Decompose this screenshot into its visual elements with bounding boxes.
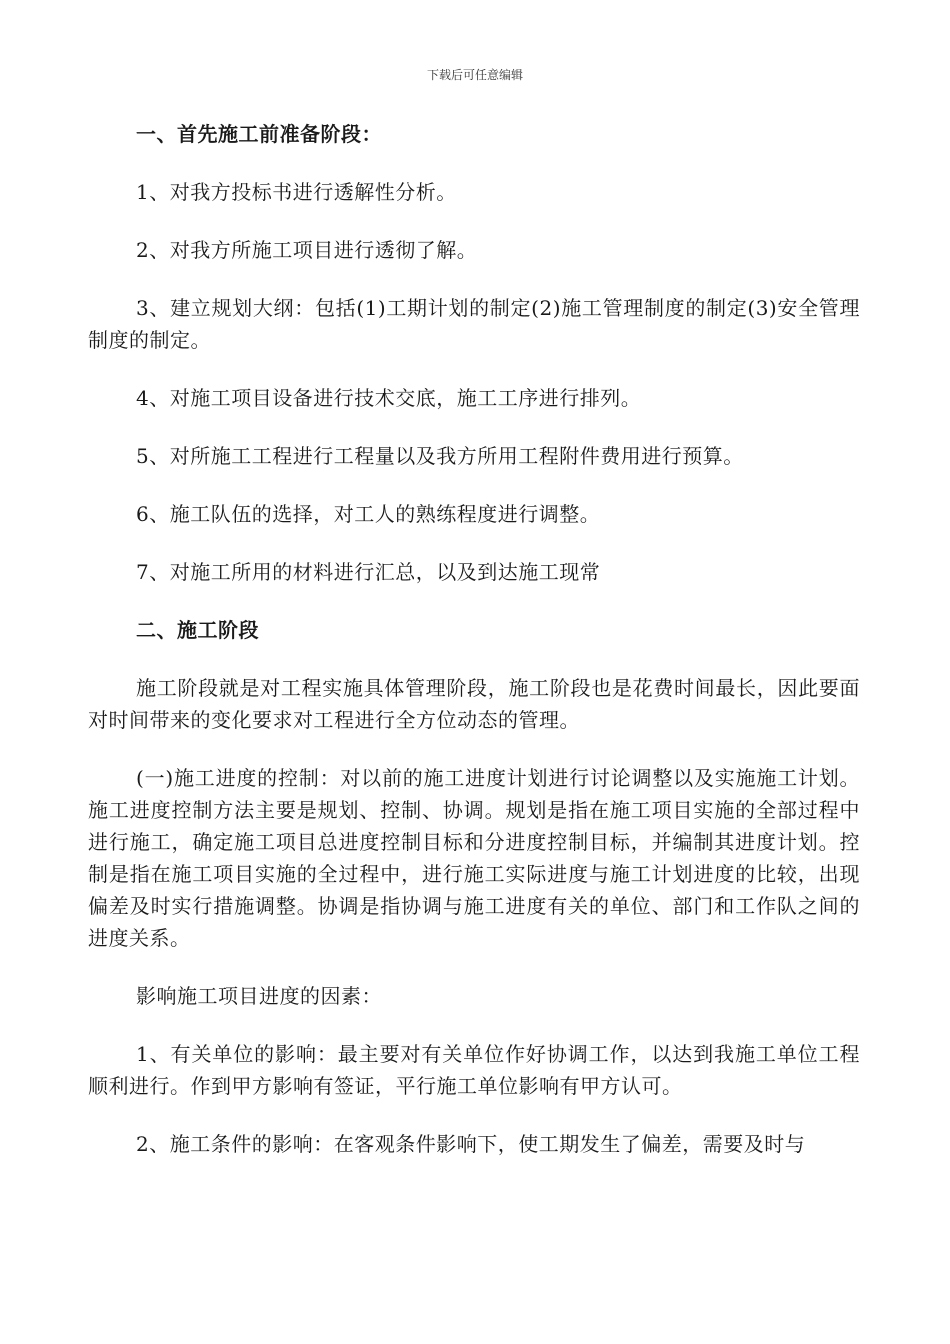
paragraph-progress-control: (一)施工进度的控制：对以前的施工进度计划进行讨论调整以及实施施工计划。施工进度控制方法主要是规划、控制、协调。规划是指在施工项目实施的全部过程中进行施工，确定施工项目总进度控制目标和分进度控制目标，并编制其进度计划。控制是指在施工项目实施的全过程中，进行施工实际进度与施工计划进度的比较，出现偏差及时实行措施调整。协调是指协调与施工进度有关的单位、部门和工作队之间的进度关系。 <box>88 766 860 950</box>
paragraph-item-3: 3、建立规划大纲：包括(1)工期计划的制定(2)施工管理制度的制定(3)安全管理制度的制定。 <box>88 296 860 352</box>
paragraph-item-7: 7、对施工所用的材料进行汇总，以及到达施工现常 <box>136 560 601 584</box>
document-body <box>88 118 860 1186</box>
section-heading-preparation: 一、首先施工前准备阶段： <box>136 122 382 146</box>
page-header-note: 下载后可任意编辑 <box>426 68 523 82</box>
paragraph-item-1: 1、对我方投标书进行透解性分析。 <box>136 180 457 204</box>
paragraph-item-4: 4、对施工项目设备进行技术交底，施工工序进行排列。 <box>136 386 642 410</box>
paragraph-factor-2: 2、施工条件的影响：在客观条件影响下，使工期发生了偏差，需要及时与 <box>136 1132 806 1156</box>
paragraph-item-5: 5、对所施工工程进行工程量以及我方所用工程附件费用进行预算。 <box>136 444 744 468</box>
paragraph-item-2: 2、对我方所施工项目进行透彻了解。 <box>136 238 478 262</box>
paragraph-item-6: 6、施工队伍的选择，对工人的熟练程度进行调整。 <box>136 502 601 526</box>
paragraph-factors-title: 影响施工项目进度的因素： <box>136 984 382 1008</box>
paragraph-factor-1: 1、有关单位的影响：最主要对有关单位作好协调工作，以达到我施工单位工程顺利进行。作到甲方影响有签证，平行施工单位影响有甲方认可。 <box>88 1042 860 1098</box>
paragraph-construction-intro: 施工阶段就是对工程实施具体管理阶段，施工阶段也是花费时间最长，因此要面对时间带来的变化要求对工程进行全方位动态的管理。 <box>88 676 860 732</box>
section-heading-construction: 二、施工阶段 <box>136 618 259 642</box>
